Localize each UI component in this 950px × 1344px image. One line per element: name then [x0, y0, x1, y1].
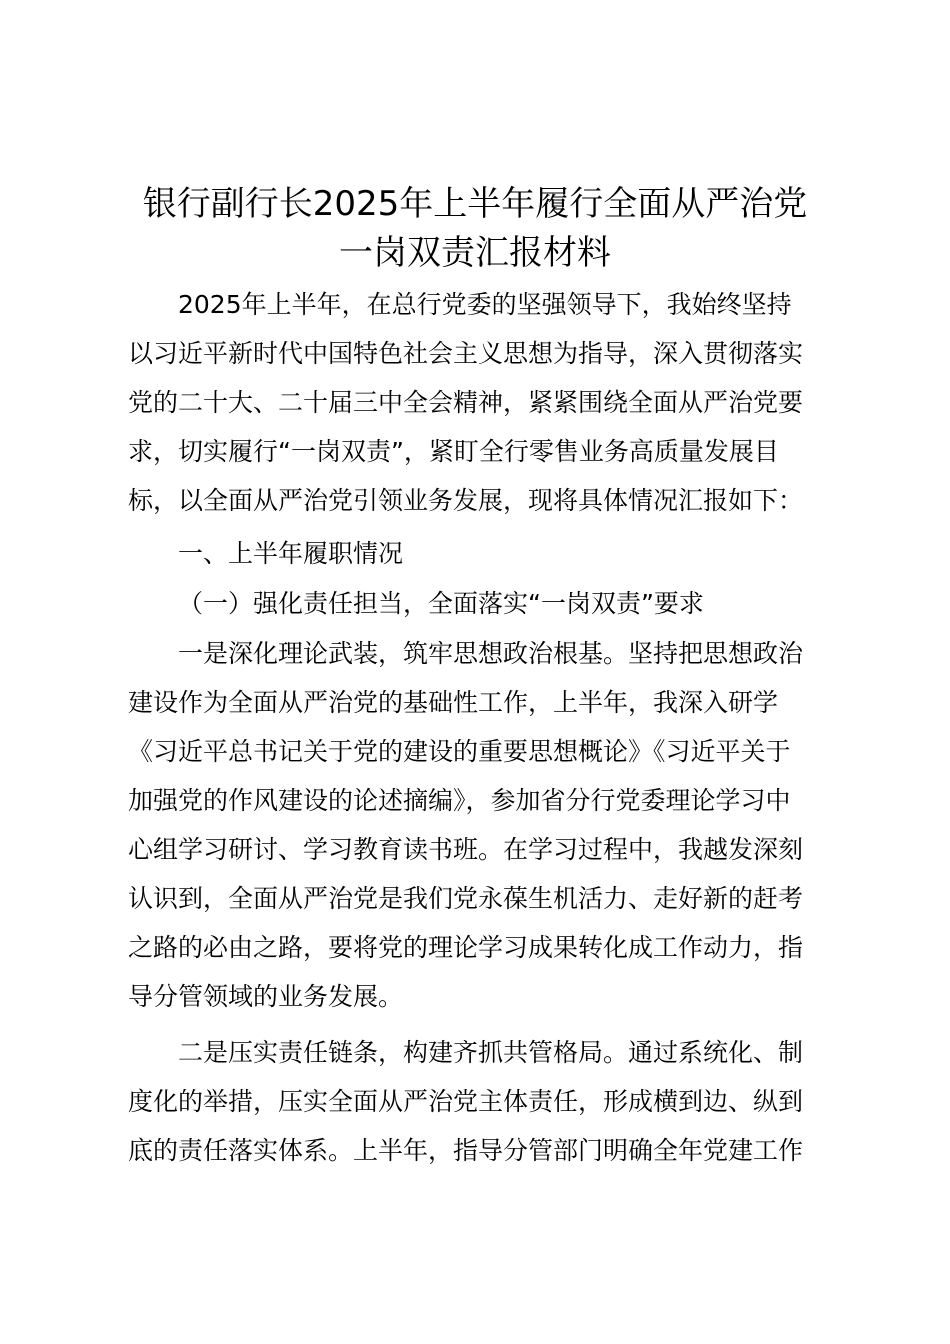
text-line: 之路的必由之路，要将党的理论学习成果转化成工作动力，指: [128, 933, 804, 962]
text-line: 二是压实责任链条，构建齐抓共管格局。通过系统化、制: [178, 1038, 804, 1067]
intro-paragraph: [128, 280, 832, 525]
text-line: 2025年上半年，在总行党委的坚强领导下，我始终坚持: [178, 290, 792, 319]
text-line: 建设作为全面从严治党的基础性工作，上半年，我深入研学: [128, 688, 779, 717]
point-1-paragraph: [128, 629, 832, 1021]
title-line-2: 一岗双责汇报材料: [339, 233, 611, 273]
subsection-heading-text: （一）强化责任担当，全面落实“一岗双责”要求: [178, 589, 704, 618]
text-line: 加强党的作风建设的论述摘编》，参加省分行党委理论学习中: [128, 786, 791, 815]
point-2-paragraph: [128, 1028, 832, 1175]
text-line: 一是深化理论武装，筑牢思想政治根基。坚持把思想政治: [178, 639, 804, 668]
section-heading: [128, 529, 832, 578]
document-title: [118, 180, 832, 278]
text-line: 求，切实履行“一岗双责”，紧盯全行零售业务高质量发展目: [128, 437, 779, 466]
text-line: 度化的举措，压实全面从严治党主体责任，形成横到边、纵到: [128, 1087, 804, 1116]
text-line: 《习近平总书记关于党的建设的重要思想概论》《习近平关于: [128, 737, 791, 766]
section-heading-text: 一、上半年履职情况: [178, 539, 404, 568]
text-line: 党的二十大、二十届三中全会精神，紧紧围绕全面从严治党要: [128, 388, 804, 417]
text-line: 以习近平新时代中国特色社会主义思想为指导，深入贯彻落实: [128, 339, 804, 368]
text-line: 认识到，全面从严治党是我们党永葆生机活力、走好新的赶考: [128, 884, 804, 913]
text-line: 标，以全面从严治党引领业务发展，现将具体情况汇报如下：: [128, 486, 804, 515]
text-line: 导分管领域的业务发展。: [128, 982, 404, 1011]
title-line-1: 银行副行长2025年上半年履行全面从严治党: [142, 184, 808, 224]
subsection-heading: [128, 579, 832, 628]
text-line: 心组学习研讨、学习教育读书班。在学习过程中，我越发深刻: [128, 835, 804, 864]
text-line: 底的责任落实体系。上半年，指导分管部门明确全年党建工作: [128, 1136, 804, 1165]
